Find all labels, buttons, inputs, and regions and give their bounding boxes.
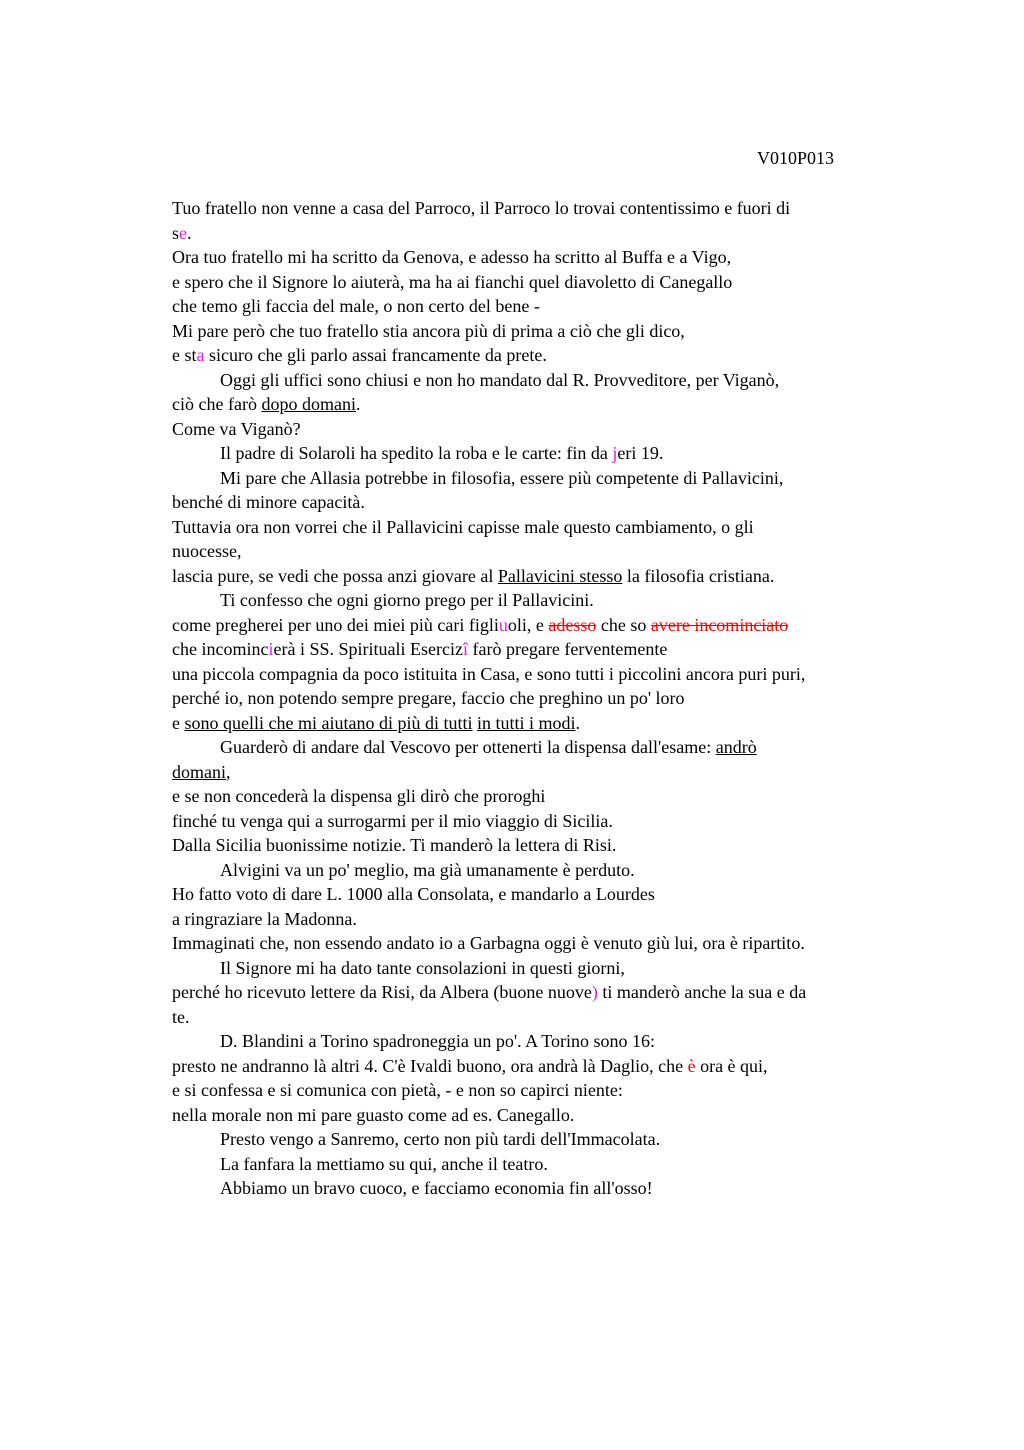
text-line: Oggi gli uffici sono chiusi e non ho mandato dal R. Provveditore, per Viganò, xyxy=(220,369,780,390)
text-line: nuocesse, xyxy=(172,541,242,561)
text-line xyxy=(172,564,932,589)
text-line: a ringraziare la Madonna. xyxy=(172,908,357,929)
text-fragment: ti manderò anche la sua e da xyxy=(597,982,807,1002)
text-line: benché di minore capacità. xyxy=(172,492,365,512)
text-line: Mi pare che Allasia potrebbe in filosofia, essere più competente di Pallavicini, xyxy=(220,467,784,488)
text-line: La fanfara la mettiamo su qui, anche il teatro. xyxy=(220,1153,548,1174)
text-fragment: che so xyxy=(596,614,651,635)
text-line: perché io, non potendo sempre pregare, faccio che preghino un po' loro xyxy=(172,688,685,708)
text-line xyxy=(172,735,932,760)
text-line: che temo gli faccia del male, o non certo del bene - xyxy=(172,296,540,316)
text-line: Come va Viganò? xyxy=(172,418,301,439)
correction-mark: è xyxy=(687,1055,696,1076)
text-line xyxy=(172,711,932,736)
text-line: nella morale non mi pare guasto come ad es. Canegallo. xyxy=(172,1104,575,1125)
text-line: Mi pare però che tuo fratello stia ancora più di prima a ciò che gli dico, xyxy=(172,320,685,341)
text-fragment: ciò che farò xyxy=(172,394,262,414)
correction-mark: j xyxy=(612,443,618,463)
text-line: Tuttavia ora non vorrei che il Pallavicini capisse male questo cambiamento, o gli xyxy=(172,516,754,537)
page-id: V010P013 xyxy=(757,148,835,168)
text-line: Ho fatto voto di dare L. 1000 alla Consolata, e mandarlo a Lourdes xyxy=(172,884,655,904)
text-line: e spero che il Signore lo aiuterà, ma ha ai fianchi quel diavoletto di Canegallo xyxy=(172,271,733,292)
correction-mark: ) xyxy=(591,982,598,1002)
correction-mark: e xyxy=(179,222,188,243)
text-line xyxy=(172,221,932,246)
text-fragment: Il padre di Solaroli ha spedito la roba e le carte: fin da xyxy=(220,443,613,463)
text-fragment: eri 19. xyxy=(617,443,664,463)
text-line xyxy=(172,1054,932,1079)
deleted-text: adesso xyxy=(548,614,597,635)
text-fragment: oli, e xyxy=(507,614,549,635)
text-line: e si confessa e si comunica con pietà, - e non so capirci niente: xyxy=(172,1080,623,1100)
text-fragment: e xyxy=(172,712,185,733)
text-line xyxy=(172,441,932,466)
text-line: Immaginati che, non essendo andato io a Garbagna oggi è venuto giù lui, ora è ripartito. xyxy=(172,933,805,953)
text-line xyxy=(172,760,932,785)
text-fragment: . xyxy=(355,394,361,414)
text-line: una piccola compagnia da poco istituita in Casa, e sono tutti i piccolini ancora puri puri, xyxy=(172,663,806,684)
text-line xyxy=(172,392,932,417)
text-line: Il Signore mi ha dato tante consolazioni in questi giorni, xyxy=(220,957,625,978)
text-line: Tuo fratello non venne a casa del Parroco, il Parroco lo trovai contentissimo e fuori di xyxy=(172,198,791,218)
text-line xyxy=(172,613,932,638)
text-fragment: . xyxy=(187,222,192,243)
correction-mark: i xyxy=(268,639,274,659)
text-line xyxy=(172,637,932,662)
text-line: e se non concederà la dispensa gli dirò che proroghi xyxy=(172,786,546,806)
text-fragment: presto ne andranno là altri 4. C'è Ivaldi buono, ora andrà là Daglio, che xyxy=(172,1055,688,1076)
text-line xyxy=(172,343,932,368)
underlined-text: andrò xyxy=(715,737,757,757)
text-fragment: sicuro che gli parlo assai francamente da prete. xyxy=(204,345,547,365)
deleted-text: avere incominciato xyxy=(650,614,789,635)
text-line xyxy=(172,980,932,1005)
underlined-text: dopo domani xyxy=(261,394,356,414)
text-line: te. xyxy=(172,1006,190,1027)
text-line: Presto vengo a Sanremo, certo non più tardi dell'Immacolata. xyxy=(220,1129,661,1149)
text-fragment: erà i SS. Spirituali Eserciz xyxy=(273,639,463,659)
text-fragment: la filosofia cristiana. xyxy=(622,565,775,586)
underlined-text: Pallavicini stesso xyxy=(497,565,623,586)
text-line: Alvigini va un po' meglio, ma già umanamente è perduto. xyxy=(220,859,635,880)
text-fragment: e st xyxy=(172,345,197,365)
text-fragment: farò pregare ferventemente xyxy=(467,639,668,659)
text-fragment: ora è qui, xyxy=(695,1055,768,1076)
text-fragment: s xyxy=(172,222,180,243)
letter-body xyxy=(172,196,932,1201)
text-fragment: Guarderò di andare dal Vescovo per ottenerti la dispensa dall'esame: xyxy=(220,737,716,757)
underlined-text: domani xyxy=(172,761,226,782)
underlined-text: sono quelli che mi aiutano di più di tutti xyxy=(184,712,473,733)
text-line: Ti confesso che ogni giorno prego per il Pallavicini. xyxy=(220,590,594,610)
text-fragment: come pregherei per uno dei miei più cari figli xyxy=(172,614,499,635)
text-line: D. Blandini a Torino spadroneggia un po'. A Torino sono 16: xyxy=(220,1031,656,1051)
text-fragment: che incominc xyxy=(172,639,269,659)
text-line: finché tu venga qui a surrogarmi per il mio viaggio di Sicilia. xyxy=(172,810,613,831)
correction-mark: u xyxy=(498,614,508,635)
correction-mark: î xyxy=(462,639,468,659)
text-fragment: lascia pure, se vedi che possa anzi giovare al xyxy=(172,565,498,586)
text-line: Abbiamo un bravo cuoco, e facciamo economia fin all'osso! xyxy=(220,1178,653,1198)
text-line: Ora tuo fratello mi ha scritto da Genova, e adesso ha scritto al Buffa e a Vigo, xyxy=(172,247,732,267)
text-line: Dalla Sicilia buonissime notizie. Ti manderò la lettera di Risi. xyxy=(172,835,617,855)
correction-mark: a xyxy=(196,345,205,365)
text-fragment: , xyxy=(226,761,231,782)
underlined-text: in tutti i modi xyxy=(476,712,576,733)
text-fragment: perché ho ricevuto lettere da Risi, da Albera (buone nuove xyxy=(172,982,592,1002)
text-fragment: . xyxy=(575,712,580,733)
